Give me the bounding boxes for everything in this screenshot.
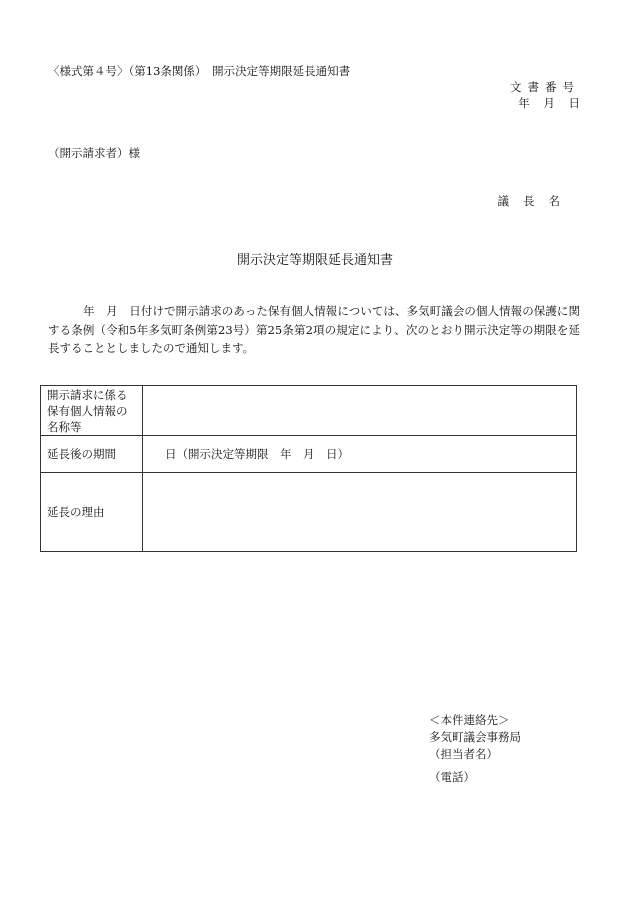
- table-cell-label: 延長の理由: [41, 473, 143, 552]
- body-paragraph: 年 月 日付けで開示請求のあった保有個人情報については、多気町議会の個人情報の保護に関する条例（令和5年多気町条例第23号）第25条第2項の規定により、次のとおり開示決定等の期限を延長することとしましたので通知します。: [48, 304, 580, 355]
- contact-phone: （電話）: [429, 770, 475, 784]
- table-cell-value: [143, 386, 577, 436]
- table-row: [41, 436, 577, 473]
- form-header: 〈様式第４号〉（第13条関係） 開示決定等期限延長通知書: [48, 64, 351, 78]
- recipient-label: （開示請求者）様: [48, 146, 140, 160]
- contact-heading: ＜本件連絡先＞: [429, 713, 510, 727]
- table-cell-label: 延長後の期間: [41, 436, 143, 473]
- table-row: [41, 386, 577, 436]
- chairman-name-label: 議長名: [497, 194, 574, 208]
- info-table: [40, 385, 577, 552]
- document-date-label: 年 月 日: [518, 96, 580, 110]
- table-cell-label: 開示請求に係る保有個人情報の名称等: [41, 386, 143, 436]
- contact-office: 多気町議会事務局: [429, 730, 521, 744]
- table-cell-value: [143, 473, 577, 552]
- contact-person: （担当者名）: [429, 747, 498, 761]
- document-title: 開示決定等期限延長通知書: [236, 253, 393, 268]
- contact-block: [429, 712, 521, 786]
- document-number-label: 文書番号: [510, 80, 580, 94]
- table-row: [41, 473, 577, 552]
- table-cell-value: 日（開示決定等期限 年 月 日）: [143, 436, 577, 473]
